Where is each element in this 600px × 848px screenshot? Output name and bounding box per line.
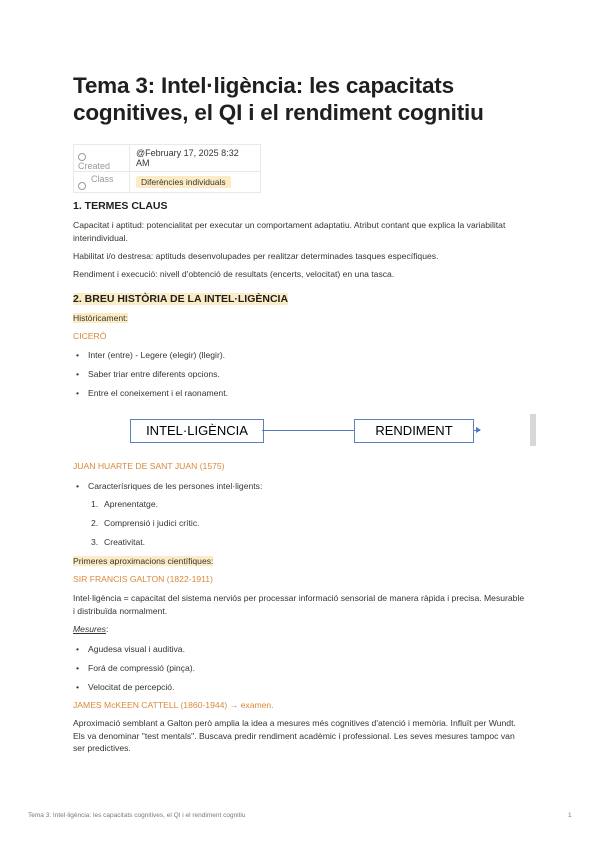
primeres-label: Primeres aproximacions científiques: [73, 556, 214, 566]
huarte-sub-1: 1. Aprenentatge. [91, 499, 158, 509]
section1-p3: Rendiment i execució: nivell d'obtenció de resultats (encerts, velocitat) en una tasca. [73, 269, 395, 279]
historicament-label: Històricament: [73, 313, 128, 323]
mesures-label: Mesures [73, 624, 106, 634]
section2-heading: 2. BREU HISTÒRIA DE LA INTEL·LIGÈNCIA [73, 293, 289, 305]
class-label: Class [91, 174, 114, 184]
huarte-item: • Caracterísriques de les persones intel·ligents: [88, 480, 262, 492]
cicero-item-1: • Inter (entre) - Legere (elegir) (llegir). [88, 349, 225, 361]
property-class [74, 172, 261, 193]
cicero-heading: CICERÓ [73, 331, 107, 341]
cicero-item-3: • Entre el coneixement i el raonament. [88, 387, 228, 399]
property-created [74, 145, 261, 172]
class-tag: Diferències individuals [136, 176, 231, 188]
intelligence-diagram [130, 414, 480, 446]
diagram-shadow [530, 414, 536, 446]
diagram-box-rendiment: RENDIMENT [354, 419, 474, 443]
section1-heading: 1. TERMES CLAUS [73, 200, 168, 212]
section1-p1: Capacitat i aptitud: potencialitat per executar un comportament adaptatiu. Atribut contant que explica la variabilitat interindividual. [73, 220, 506, 243]
properties-table [73, 144, 261, 193]
huarte-sub-3: 3. Creativitat. [91, 537, 146, 547]
created-label: Created [78, 161, 111, 171]
section1-p2: Habilitat i/o destresa: aptituds desenvolupades per realitzar determinades tasques específiques. [73, 251, 439, 261]
diagram-box-intelligence: INTEL·LIGÈNCIA [130, 419, 264, 443]
mesures-item-1: • Agudesa visual i auditiva. [88, 643, 185, 655]
huarte-heading: JUAN HUARTE DE SANT JUAN (1575) [73, 461, 225, 471]
cattell-heading: JAMES McKEEN CATTELL (1860-1944) → examen. [73, 700, 274, 710]
galton-paragraph: Intel·ligència = capacitat del sistema nerviós per processar informació sensorial de manera ràpida i precisa. Mesurable i distribuïda normalment. [73, 593, 525, 616]
select-icon [78, 182, 86, 190]
footer-title: Tema 3: Intel·ligència: les capacitats cognitives, el QI i el rendiment cognitiu [28, 812, 246, 819]
galton-heading: SIR FRANCIS GALTON (1822-1911) [73, 574, 213, 584]
mesures-item-2: • Forá de compressió (pinça). [88, 662, 195, 674]
page-title: Tema 3: Intel·ligència: les capacitats cognitives, el QI i el rendiment cognitiu [73, 73, 484, 125]
footer-page-number: 1 [568, 812, 572, 819]
clock-icon [78, 153, 86, 161]
created-value: @February 17, 2025 8:32 AM [130, 145, 261, 172]
cicero-item-2: • Saber triar entre diferents opcions. [88, 368, 220, 380]
mesures-item-3: • Velocitat de percepció. [88, 681, 174, 693]
cattell-paragraph: Aproximació semblant a Galton però amplia la idea a mesures més cognitives d'atenció i memòria. Influït per Wundt. Els va denominar "test mentals". Buscava predir rendiment acadèmic i professional. Les seves mesures tampoc van ser predictives. [73, 718, 516, 753]
huarte-sub-2: 2. Comprensió i judici crític. [91, 518, 200, 528]
